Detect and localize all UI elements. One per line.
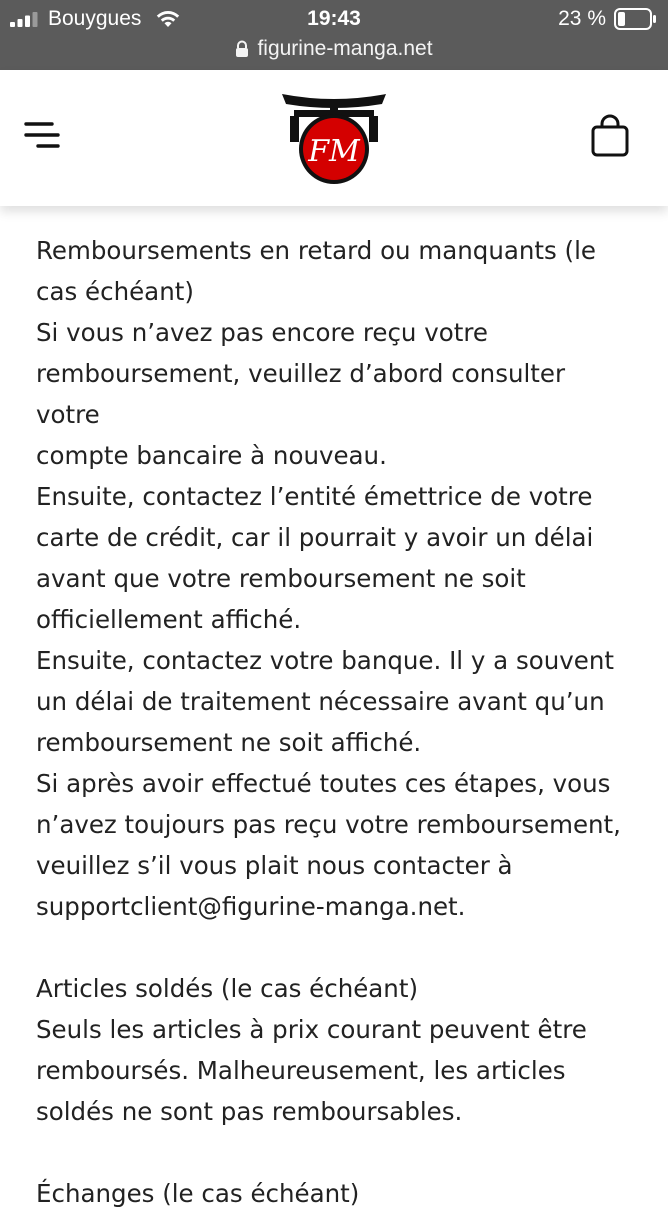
battery-percent: 23 % [558, 7, 606, 30]
status-row [0, 4, 668, 34]
carrier-name: Bouygues [48, 7, 142, 30]
page-content [36, 230, 636, 1214]
status-right [558, 4, 658, 34]
sale-items-paragraph: Articles soldés (le cas échéant) Seuls les articles à prix courant peuvent être remboursés. Malheureusement, les articles soldés ne sont pas remboursables. [36, 974, 587, 1126]
status-time: 19:43 [307, 7, 361, 30]
shopping-bag-icon [590, 114, 630, 158]
site-logo[interactable] [280, 92, 388, 186]
status-bar [0, 0, 668, 70]
hamburger-menu-icon [24, 118, 60, 154]
fm-logo-icon [280, 92, 388, 186]
spacer [36, 1132, 636, 1173]
cart-button[interactable] [590, 114, 630, 158]
logo-text: FM [308, 134, 360, 169]
spacer [36, 927, 636, 968]
address-bar[interactable] [0, 34, 668, 64]
url-text: figurine-manga.net [257, 37, 433, 60]
battery-icon [614, 8, 658, 30]
refund-late-missing-paragraph: Remboursements en retard ou manquants (le cas échéant) Si vous n’avez pas encore reçu votre remboursement, veuillez d’abord consulter votre compte bancaire à nouveau. Ensuite, contactez l’entité émettrice de votre carte de crédit, car il pourrait y avoir un délai avant que votre remboursement ne soit officiellement affiché. Ensuite, contactez votre banque. Il y a souvent un délai de traitement nécessaire avant qu’un remboursement ne soit affiché. Si après avoir effectué toutes ces étapes, vous n’avez toujours pas reçu votre remboursement, veuillez s’il vous plait nous contacter à supportclient@figurine-manga.net. [36, 236, 621, 921]
exchanges-heading: Échanges (le cas échéant) [36, 1179, 360, 1208]
menu-button[interactable] [24, 118, 60, 154]
site-header [0, 70, 668, 206]
lock-icon [235, 40, 249, 58]
